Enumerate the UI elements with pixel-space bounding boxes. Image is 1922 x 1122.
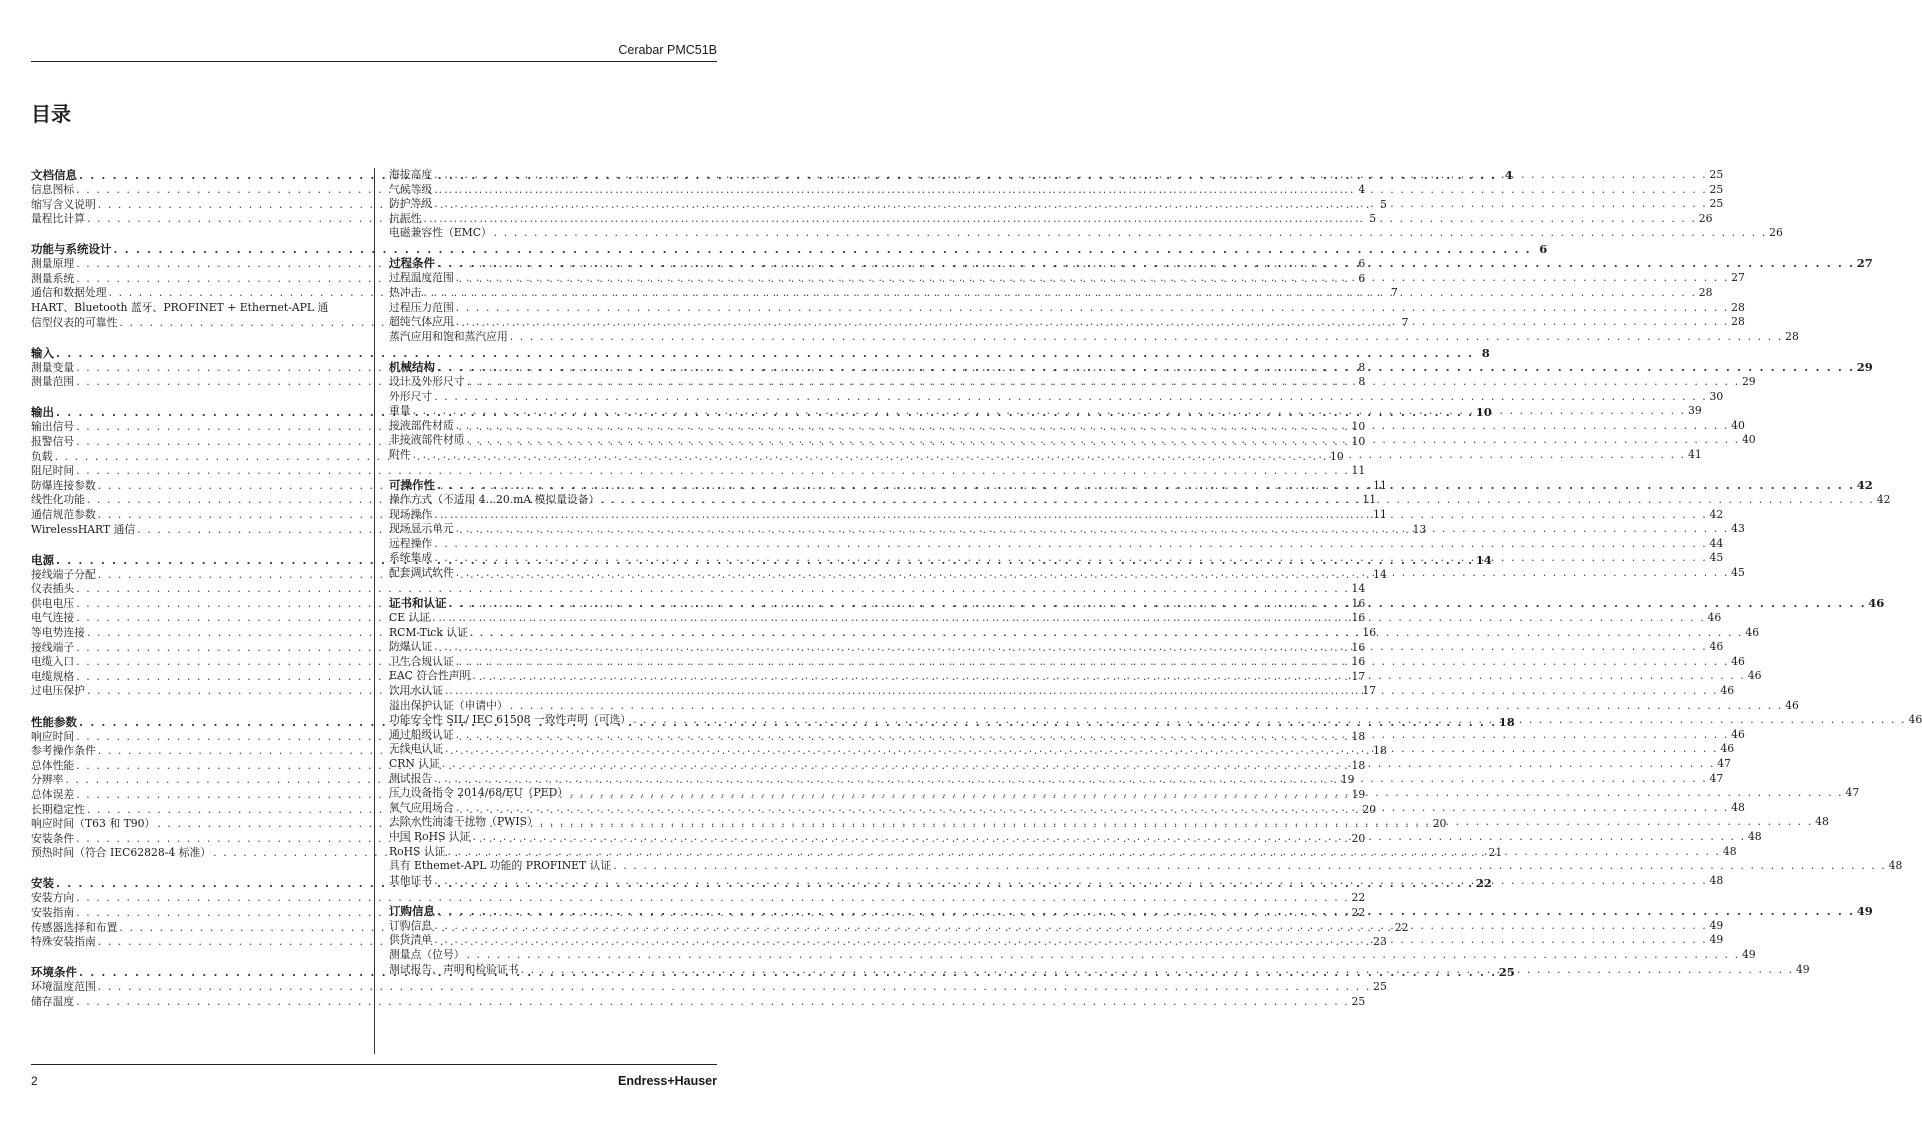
toc-entry-page: 5 xyxy=(1369,212,1377,226)
toc-entry-label: 接线端子分配 xyxy=(31,567,96,581)
toc-entry-page: 42 xyxy=(1709,507,1724,521)
toc-entry-page: 28 xyxy=(1731,300,1745,314)
page-title: 目录 xyxy=(31,102,71,126)
toc-leader-dots xyxy=(432,919,1709,934)
toc-entry-page: 27 xyxy=(1731,271,1745,285)
toc-entry-page: 11 xyxy=(1362,493,1377,507)
toc-entry-page: 16 xyxy=(1351,596,1366,610)
toc-entry[interactable] xyxy=(389,197,1724,212)
toc-entry-label: 安装条件 xyxy=(31,831,75,845)
toc-entry-page: 20 xyxy=(1432,817,1447,831)
toc-leader-dots xyxy=(432,508,1709,523)
toc-entry-label: 蒸汽应用和饱和蒸汽应用 xyxy=(389,329,508,343)
toc-entry-page: 25 xyxy=(1709,182,1724,196)
toc-entry-page: 10 xyxy=(1351,420,1366,434)
toc-entry-label: 电缆规格 xyxy=(31,669,75,683)
toc-entry-label: 功能安全性 SIL/ IEC 61508 一致性声明（可选） xyxy=(389,713,632,727)
toc-entry-page: 11 xyxy=(1373,508,1387,521)
toc-entry-label: 远程操作 xyxy=(389,536,433,550)
toc-leader-dots xyxy=(611,859,1888,874)
toc-entry-page: 19 xyxy=(1340,773,1355,787)
toc-leader-dots xyxy=(454,566,1731,581)
toc-entry-label: 接液部件材质 xyxy=(389,418,454,432)
toc-entry-page: 48 xyxy=(1709,873,1724,887)
toc-entry-page: 16 xyxy=(1351,655,1366,669)
toc-entry-page: 48 xyxy=(1815,815,1829,829)
toc-entry-label: EAC 符合性声明 xyxy=(389,669,471,683)
toc-entry-page: 18 xyxy=(1351,758,1366,772)
toc-entry-page: 30 xyxy=(1709,389,1724,403)
toc-heading-label: 性能参数 xyxy=(31,714,77,729)
toc-entry-label: 防爆认证 xyxy=(389,640,433,654)
toc-entry-label: 其他证书 xyxy=(389,873,433,887)
toc-entry[interactable] xyxy=(389,182,1724,198)
toc-entry-page: 18 xyxy=(1351,729,1366,743)
toc-entry-label: RCM-Tick 认证 xyxy=(389,625,468,639)
toc-entry-label: CE 认证 xyxy=(389,611,431,625)
toc-entry-page: 46 xyxy=(1731,727,1745,741)
toc-entry[interactable] xyxy=(389,859,1903,874)
toc-leader-dots xyxy=(454,271,1731,286)
toc-heading-page: 10 xyxy=(1475,405,1492,420)
toc-entry-label: 过电压保护 xyxy=(31,684,85,698)
toc-leader-dots xyxy=(508,330,1785,345)
toc-entry-page: 6 xyxy=(1358,257,1366,271)
toc-section-heading[interactable] xyxy=(31,242,1548,257)
toc-heading-label: 文档信息 xyxy=(31,168,77,182)
toc-entry[interactable] xyxy=(31,980,1387,995)
toc-entry-page: 28 xyxy=(1731,315,1745,329)
toc-leader-dots xyxy=(54,346,1476,361)
toc-entry[interactable] xyxy=(389,536,1724,552)
toc-heading-label: 安装 xyxy=(31,876,54,891)
toc-entry-page: 28 xyxy=(1785,329,1799,343)
toc-entry-page: 45 xyxy=(1709,551,1724,565)
toc-entry-page: 43 xyxy=(1731,522,1745,536)
toc-entry-page: 42 xyxy=(1876,493,1891,506)
toc-leader-dots xyxy=(435,904,1857,919)
toc-entry-label: 测试报告 xyxy=(389,771,433,785)
toc-entry-label: 等电势连接 xyxy=(31,626,85,640)
toc-entry-label: 配套调试软件 xyxy=(389,565,454,579)
toc-entry-label: 安装方向 xyxy=(31,891,75,905)
toc-heading-page: 14 xyxy=(1475,552,1492,567)
toc-leader-dots xyxy=(631,713,1908,728)
toc-entry-label: 分辨率 xyxy=(31,773,64,787)
toc-entry-label: 长期稳定性 xyxy=(31,802,85,816)
toc-entry-page: 46 xyxy=(1707,611,1722,625)
toc-heading-page: 42 xyxy=(1856,478,1873,492)
toc-entry-page: 16 xyxy=(1351,611,1366,625)
toc-leader-dots xyxy=(435,256,1857,271)
toc-entry[interactable] xyxy=(389,698,1799,714)
toc-leader-dots xyxy=(465,948,1742,963)
header-rule xyxy=(31,61,717,62)
toc-leader-dots xyxy=(96,980,1373,995)
toc-leader-dots xyxy=(538,815,1815,830)
toc-entry-label: 氧气应用场合 xyxy=(389,800,454,814)
toc-entry-label: 报警信号 xyxy=(31,435,75,449)
toc-leader-dots xyxy=(432,551,1709,566)
toc-entry-label: 测量原理 xyxy=(31,257,75,271)
toc-entry-page: 46 xyxy=(1747,669,1762,683)
toc-entry-label: 供电电压 xyxy=(31,596,75,610)
toc-entry-page: 45 xyxy=(1731,565,1745,579)
toc-entry-page: 46 xyxy=(1908,713,1922,727)
toc-entry-page: 17 xyxy=(1351,669,1366,683)
toc-entry-page: 48 xyxy=(1722,844,1737,858)
toc-entry-page: 41 xyxy=(1687,447,1702,461)
toc-entry-label: 供货清单 xyxy=(389,933,433,947)
toc-leader-dots xyxy=(432,933,1709,948)
toc-entry[interactable] xyxy=(31,464,1366,479)
toc-entry-page: 49 xyxy=(1795,962,1810,976)
toc-leader-dots xyxy=(492,226,1769,241)
toc-leader-dots xyxy=(435,360,1857,375)
toc-leader-dots xyxy=(599,493,1876,508)
toc-entry-label: 缩写含义说明 xyxy=(31,197,96,211)
toc-heading-label: 电源 xyxy=(31,552,54,567)
toc-entry[interactable] xyxy=(31,994,1366,1010)
toc-heading-page: 8 xyxy=(1481,345,1490,360)
toc-entry-page: 49 xyxy=(1709,933,1724,947)
toc-leader-dots xyxy=(445,845,1722,860)
toc-leader-dots xyxy=(454,419,1731,434)
toc-entry-label: 通过船级认证 xyxy=(389,727,454,741)
toc-leader-dots xyxy=(454,315,1731,330)
toc-entry-label: 过程温度范围 xyxy=(389,271,454,285)
toc-leader-dots xyxy=(443,684,1720,699)
toc-entry-label: 具有 Ethemet-APL 功能的 PROFINET 认证 xyxy=(389,859,612,873)
toc-entry-page: 44 xyxy=(1709,536,1724,550)
toc-entry-label: 非接液部件材质 xyxy=(389,433,465,447)
toc-entry-page: 14 xyxy=(1351,582,1366,596)
toc-leader-dots xyxy=(454,301,1731,316)
toc-entry-page: 11 xyxy=(1373,478,1387,492)
toc-entry-page: 13 xyxy=(1412,522,1427,536)
toc-leader-dots xyxy=(447,596,1869,611)
toc-entry-page: 7 xyxy=(1401,315,1409,329)
toc-entry-label: 溢出保护认证（申请中） xyxy=(389,698,508,712)
toc-heading-label: 输入 xyxy=(31,345,54,360)
toc-entry-label: 环境温度范围 xyxy=(31,980,96,994)
toc-entry-label: 电磁兼容性（EMC） xyxy=(389,226,492,240)
toc-entry-page: 40 xyxy=(1741,433,1756,447)
toc-entry-page: 5 xyxy=(1380,197,1387,211)
toc-leader-dots xyxy=(74,995,1351,1010)
toc-entry-label: 量程比计算 xyxy=(31,212,85,226)
toc-entry-label: 测量变量 xyxy=(31,360,75,374)
toc-entry-label: 外形尺寸 xyxy=(389,389,433,403)
toc-entry-page: 22 xyxy=(1394,920,1409,934)
toc-entry-label: 气候等级 xyxy=(389,182,433,196)
toc-entry-page: 25 xyxy=(1709,197,1724,211)
toc-entry-label: 测量点（位号） xyxy=(389,948,465,962)
brand-name: Endress+Hauser xyxy=(617,1074,717,1088)
toc-leader-dots xyxy=(568,786,1845,801)
toc-leader-dots xyxy=(470,669,1747,684)
toc-entry[interactable] xyxy=(389,389,1724,405)
toc-entry-page: 46 xyxy=(1720,742,1735,756)
toc-entry-label: 总体误差 xyxy=(31,787,75,801)
toc-entry-label: 特殊安装指南 xyxy=(31,935,96,949)
toc-entry-label: 安装指南 xyxy=(31,905,75,919)
toc-heading-label: 证书和认证 xyxy=(389,596,447,611)
toc-entry-label: 电缆入口 xyxy=(31,655,75,669)
toc-entry-page: 29 xyxy=(1741,374,1756,388)
toc-entry-page: 25 xyxy=(1709,168,1724,181)
toc-entry-label: 操作方式（不适用 4...20 mA 模拟量设备） xyxy=(389,493,600,506)
toc-leader-dots xyxy=(468,626,1745,641)
toc-entry-page: 46 xyxy=(1785,698,1799,712)
toc-leader-dots xyxy=(435,478,1857,493)
toc-heading-page: 22 xyxy=(1475,876,1492,891)
page-number: 2 xyxy=(31,1074,38,1088)
toc-entry-label: 卫生合规认证 xyxy=(389,654,454,668)
toc-leader-dots xyxy=(432,168,1709,183)
toc-entry-page: 49 xyxy=(1741,948,1756,962)
toc-entry-page: 6 xyxy=(1358,271,1366,285)
toc-heading-label: 过程条件 xyxy=(389,256,435,271)
toc-heading-page: 25 xyxy=(1498,965,1515,980)
toc-entry-page: 26 xyxy=(1769,226,1783,240)
toc-entry-label: 中国 RoHS 认证 xyxy=(389,829,471,843)
toc-leader-dots xyxy=(432,640,1709,655)
toc-entry-page: 25 xyxy=(1351,994,1366,1008)
toc-leader-dots xyxy=(465,375,1742,390)
toc-entry-page: 48 xyxy=(1731,800,1745,814)
toc-entry-page: 47 xyxy=(1709,771,1724,785)
toc-entry-page: 8 xyxy=(1358,375,1366,389)
toc-entry-label: 压力设备指令 2014/68/EU（PED） xyxy=(389,786,569,800)
toc-leader-dots xyxy=(508,699,1785,714)
toc-entry-page: 7 xyxy=(1390,286,1398,300)
toc-entry-page: 16 xyxy=(1362,626,1377,640)
toc-entry-label: 海拔高度 xyxy=(389,168,433,181)
toc-entry-label: 现场操作 xyxy=(389,507,433,521)
toc-leader-dots xyxy=(454,728,1731,743)
toc-entry-page: 10 xyxy=(1351,435,1366,449)
toc-entry-label: RoHS 认证 xyxy=(389,844,446,858)
toc-leader-dots xyxy=(519,963,1796,978)
toc-entry[interactable]: HART、Bluetooth 蓝牙、PROFINET + Ethernet-APL 通 xyxy=(31,301,329,315)
toc-entry[interactable] xyxy=(389,300,1745,316)
toc-entry-label: 防爆连接参数 xyxy=(31,478,96,492)
toc-entry-page: 40 xyxy=(1731,418,1745,432)
toc-entry-label: 测量系统 xyxy=(31,271,75,285)
toc-entry-page: 20 xyxy=(1351,831,1366,845)
toc-leader-dots xyxy=(411,404,1688,419)
toc-leader-dots xyxy=(432,772,1709,787)
toc-entry-page: 48 xyxy=(1747,829,1762,843)
toc-entry-page: 47 xyxy=(1845,786,1860,800)
toc-entry-page: 17 xyxy=(1362,684,1377,698)
toc-entry-label: 负载 xyxy=(31,449,53,463)
toc-leader-dots xyxy=(454,801,1731,816)
toc-heading-page: 18 xyxy=(1498,714,1515,729)
toc-heading-page: 6 xyxy=(1539,242,1548,257)
toc-entry-page: 26 xyxy=(1698,211,1713,225)
toc-entry-label: 设计及外形尺寸 xyxy=(389,374,465,388)
toc-leader-dots xyxy=(411,448,1688,463)
toc-heading-page: 4 xyxy=(1504,168,1513,182)
toc-entry[interactable] xyxy=(389,211,1713,227)
toc-entry-page: 46 xyxy=(1745,625,1760,639)
toc-leader-dots xyxy=(421,286,1698,301)
toc-entry-label: 附件 xyxy=(389,447,411,461)
column-divider xyxy=(374,168,375,1054)
footer-rule xyxy=(31,1064,717,1065)
toc-entry-page: 46 xyxy=(1720,684,1735,698)
toc-entry-page: 21 xyxy=(1488,846,1503,860)
document-title: Cerabar PMC51B xyxy=(618,43,717,57)
toc-entry-label: 现场显示单元 xyxy=(389,522,454,536)
toc-entry-label: 热冲击 xyxy=(389,286,422,300)
toc-entry-label: 线性化功能 xyxy=(31,493,85,507)
toc-entry-page: 18 xyxy=(1373,744,1387,758)
toc-heading-label: 机械结构 xyxy=(389,359,435,374)
toc-leader-dots xyxy=(471,830,1748,845)
toc-entry-page: 46 xyxy=(1731,654,1745,668)
toc-entry[interactable] xyxy=(389,286,1713,301)
toc-entry[interactable] xyxy=(389,315,1745,330)
toc-entry-label: 参考操作条件 xyxy=(31,744,96,758)
toc-entry-label: 总体性能 xyxy=(31,758,75,772)
toc-leader-dots xyxy=(421,212,1698,227)
toc-entry-label: 阻尼时间 xyxy=(31,464,75,478)
toc-leader-dots xyxy=(454,522,1731,537)
toc-leader-dots xyxy=(454,655,1731,670)
toc-entry-page: 11 xyxy=(1351,464,1366,478)
toc-entry-label: 重量 xyxy=(389,404,411,418)
toc-entry-label: 响应时间 xyxy=(31,729,75,743)
toc-entry-page: 25 xyxy=(1373,980,1387,994)
toc-leader-dots xyxy=(430,611,1707,626)
toc-entry-label: 过程压力范围 xyxy=(389,300,454,314)
toc-entry-label: 饮用水认证 xyxy=(389,684,443,698)
toc-entry-label: 测量范围 xyxy=(31,375,75,389)
toc-section xyxy=(389,256,1873,344)
toc-heading-label: 环境条件 xyxy=(31,965,77,980)
toc-heading-page: 49 xyxy=(1856,903,1873,918)
toc-entry-label: 抗振性 xyxy=(389,211,422,225)
toc-entry-page: 14 xyxy=(1373,567,1387,581)
toc-leader-dots xyxy=(432,183,1709,198)
toc-entry[interactable] xyxy=(389,948,1756,963)
toc-leader-dots xyxy=(112,242,1534,257)
toc-entry-label: 去除水性油漆干扰物（PWIS） xyxy=(389,815,538,829)
toc-entry-label: 信型仪表的可靠性 xyxy=(31,315,118,329)
toc-entry-label: 无线电认证 xyxy=(389,742,443,756)
toc-heading-label: 功能与系统设计 xyxy=(31,242,112,257)
toc-leader-dots xyxy=(440,757,1717,772)
toc-entry-label: 通信规范参数 xyxy=(31,508,96,521)
toc-leader-dots xyxy=(432,537,1709,552)
toc-entry[interactable] xyxy=(31,582,1366,597)
toc-heading-page: 46 xyxy=(1868,596,1885,611)
toc-entry-label: 测试报告、声明和检验证书 xyxy=(389,962,519,976)
toc-entry-page: 23 xyxy=(1373,935,1387,949)
toc-entry-label: 系统集成 xyxy=(389,551,433,565)
toc-heading-label: 输出 xyxy=(31,405,54,420)
toc-entry-page: 16 xyxy=(1351,640,1366,654)
toc-entry-page: 47 xyxy=(1717,757,1731,770)
toc-entry-label: 信息图标 xyxy=(31,183,75,196)
toc-entry-label: 电气连接 xyxy=(31,611,75,625)
toc-entry[interactable] xyxy=(389,168,1724,183)
toc-entry-label: 仪表插头 xyxy=(31,582,75,596)
toc-entry-page: 22 xyxy=(1351,891,1366,905)
toc-entry-label: 输出信号 xyxy=(31,420,75,434)
toc-entry-page: 49 xyxy=(1709,918,1724,932)
toc-entry-label: 响应时间（T63 和 T90） xyxy=(31,817,156,831)
toc-entry-label: CRN 认证 xyxy=(389,757,440,770)
toc-leader-dots xyxy=(432,390,1709,405)
toc-entry-page: 28 xyxy=(1698,286,1713,300)
toc-entry-page: 10 xyxy=(1329,449,1344,463)
toc-leader-dots xyxy=(432,874,1709,889)
toc-heading-label: 订购信息 xyxy=(389,903,435,918)
toc-leader-dots xyxy=(443,742,1720,757)
toc-entry-label: 通信和数据处理 xyxy=(31,286,107,300)
toc-entry-label: 防护等级 xyxy=(389,197,433,211)
toc-entry-page: 22 xyxy=(1351,905,1366,919)
toc-entry[interactable] xyxy=(389,226,1783,241)
toc-entry-label: 传感器选择和布置 xyxy=(31,920,118,934)
toc-leader-dots xyxy=(465,433,1742,448)
toc-heading-page: 27 xyxy=(1856,256,1873,271)
toc-section-heading[interactable] xyxy=(389,256,1873,271)
toc-heading-label: 可操作性 xyxy=(389,478,435,492)
toc-leader-dots xyxy=(432,197,1709,212)
toc-entry-page: 39 xyxy=(1687,404,1702,418)
toc-entry[interactable] xyxy=(389,374,1756,390)
toc-entry[interactable] xyxy=(389,271,1745,286)
toc-entry-label: 订购信息 xyxy=(389,918,433,932)
toc-section xyxy=(389,168,1783,241)
toc-entry[interactable] xyxy=(31,891,1366,906)
toc-entry-page: 20 xyxy=(1362,802,1377,816)
toc-heading-page: 29 xyxy=(1856,359,1873,374)
toc-entry-page: 4 xyxy=(1358,183,1366,196)
toc-section-heading[interactable] xyxy=(31,345,1490,361)
toc-entry-label: 预热时间（符合 IEC62828-4 标准） xyxy=(31,846,212,860)
toc-entry-label: 接线端子 xyxy=(31,640,75,654)
toc-entry-label: WirelessHART 通信 xyxy=(31,522,136,536)
toc-section-heading[interactable] xyxy=(389,359,1873,375)
toc-entry[interactable] xyxy=(389,329,1799,345)
toc-entry-page: 8 xyxy=(1358,360,1366,374)
toc-entry-page: 48 xyxy=(1888,859,1903,873)
toc-entry-label: 超纯气体应用 xyxy=(389,315,454,329)
toc-entry-page: 46 xyxy=(1709,640,1724,654)
toc-entry-label: 储存温度 xyxy=(31,994,75,1008)
toc-entry-page: 19 xyxy=(1351,787,1366,801)
